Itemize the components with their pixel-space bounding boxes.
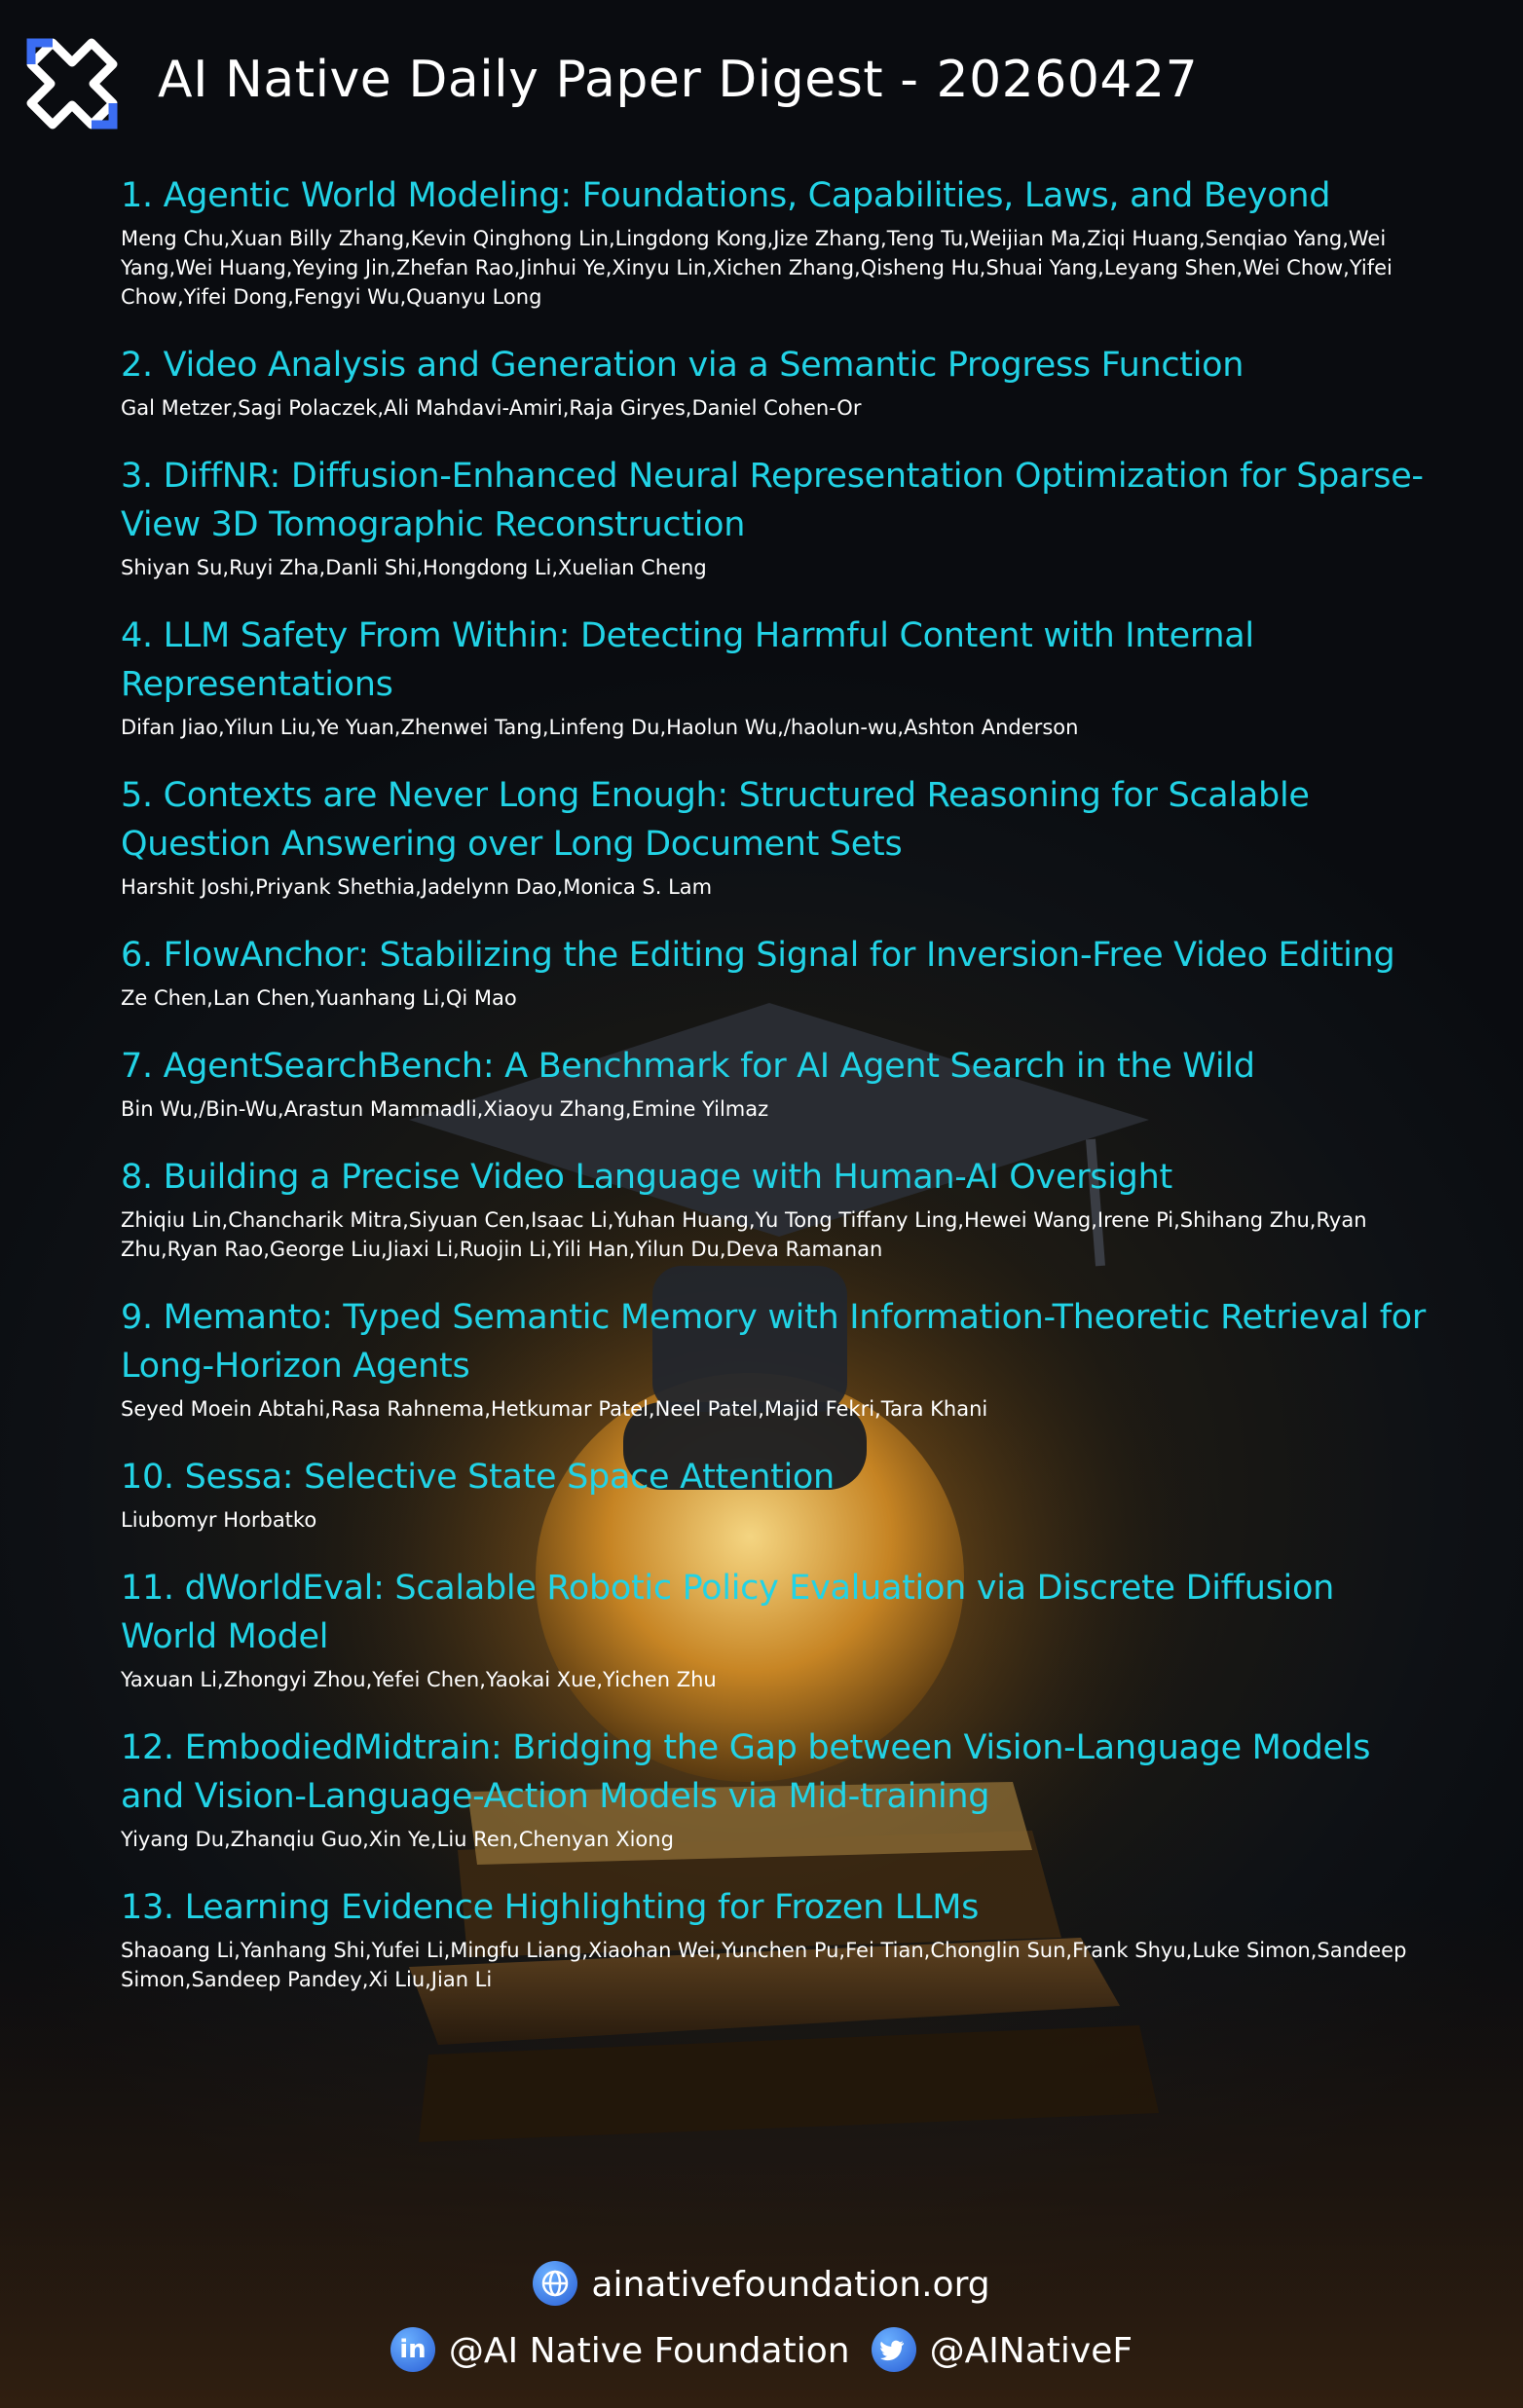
digest-date: 20260427 [936,51,1199,109]
paper-item [121,771,1426,902]
paper-title-link[interactable]: 13. Learning Evidence Highlighting for Frozen LLMs [121,1888,980,1927]
paper-authors: Difan Jiao,Yilun Liu,Ye Yuan,Zhenwei Tang,Linfeng Du,Haolun Wu,/haolun-wu,Ashton Anderson [121,716,1079,739]
paper-item [121,452,1426,582]
paper-authors: Shaoang Li,Yanhang Shi,Yufei Li,Mingfu Liang,Xiaohan Wei,Yunchen Pu,Fei Tian,Chonglin Sun,Frank Shyu,Luke Simon,Sandeep Simon,Sandeep Pandey,Xi Liu,Jian Li [121,1939,1407,1991]
paper-authors: Shiyan Su,Ruyi Zha,Danli Shi,Hongdong Li,Xuelian Cheng [121,556,707,579]
twitter-icon [872,2327,916,2372]
twitter-link[interactable]: @AINativeF [929,2331,1133,2371]
paper-authors: Zhiqiu Lin,Chancharik Mitra,Siyuan Cen,Isaac Li,Yuhan Huang,Yu Tong Tiffany Ling,Hewei Wang,Irene Pi,Shihang Zhu,Ryan Zhu,Ryan Rao,George Liu,Jiaxi Li,Ruojin Li,Yili Han,Yilun Du,Deva Ramanan [121,1208,1367,1261]
paper-authors: Ze Chen,Lan Chen,Yuanhang Li,Qi Mao [121,986,517,1010]
paper-title-link[interactable]: 8. Building a Precise Video Language with Human-AI Oversight [121,1158,1172,1197]
paper-authors: Meng Chu,Xuan Billy Zhang,Kevin Qinghong Lin,Lingdong Kong,Jize Zhang,Teng Tu,Weijian Ma,Ziqi Huang,Senqiao Yang,Wei Yang,Wei Huang,Yeying Jin,Zhefan Rao,Jinhui Ye,Xinyu Lin,Xichen Zhang,Qisheng Hu,Shuai Yang,Leyang Shen,Wei Chow,Yifei Chow,Yifei Dong,Fengyi Wu,Quanyu Long [121,227,1393,309]
paper-item [121,1293,1426,1424]
linkedin-link[interactable]: @AI Native Foundation [448,2331,850,2371]
paper-authors: Liubomyr Horbatko [121,1508,317,1532]
footer-social-row [0,2327,1523,2378]
paper-title-link[interactable]: 11. dWorldEval: Scalable Robotic Policy Evaluation via Discrete Diffusion World Model [121,1569,1334,1656]
paper-item [121,1453,1426,1535]
paper-title-link[interactable]: 3. DiffNR: Diffusion-Enhanced Neural Representation Optimization for Sparse-View 3D Tomographic Reconstruction [121,457,1424,544]
paper-title-link[interactable]: 2. Video Analysis and Generation via a Semantic Progress Function [121,346,1244,385]
paper-title-link[interactable]: 6. FlowAnchor: Stabilizing the Editing Signal for Inversion-Free Video Editing [121,936,1395,975]
paper-item [121,1723,1426,1854]
website-link[interactable]: ainativefoundation.org [591,2265,990,2305]
paper-item [121,341,1426,423]
paper-item [121,1883,1426,1994]
paper-authors: Harshit Joshi,Priyank Shethia,Jadelynn Dao,Monica S. Lam [121,875,713,899]
linkedin-icon: in [390,2327,435,2372]
paper-authors: Seyed Moein Abtahi,Rasa Rahnema,Hetkumar Patel,Neel Patel,Majid Fekri,Tara Khani [121,1397,988,1421]
paper-title-link[interactable]: 10. Sessa: Selective State Space Attention [121,1458,835,1497]
paper-authors: Bin Wu,/Bin-Wu,Arastun Mammadli,Xiaoyu Zhang,Emine Yilmaz [121,1097,769,1121]
paper-item [121,611,1426,742]
paper-title-link[interactable]: 1. Agentic World Modeling: Foundations, Capabilities, Laws, and Beyond [121,176,1331,215]
paper-item [121,1153,1426,1264]
ai-native-logo [23,35,121,132]
paper-item [121,1042,1426,1124]
paper-list [121,171,1426,2023]
paper-item [121,931,1426,1013]
title-text: AI Native Daily Paper Digest - [158,51,919,109]
paper-title-link[interactable]: 5. Contexts are Never Long Enough: Structured Reasoning for Scalable Question Answering over Long Document Sets [121,776,1310,864]
paper-authors: Yiyang Du,Zhanqiu Guo,Xin Ye,Liu Ren,Chenyan Xiong [121,1828,674,1851]
globe-icon [533,2261,577,2306]
paper-title-link[interactable]: 4. LLM Safety From Within: Detecting Harmful Content with Internal Representations [121,616,1254,704]
paper-authors: Gal Metzer,Sagi Polaczek,Ali Mahdavi-Amiri,Raja Giryes,Daniel Cohen-Or [121,396,862,420]
paper-title-link[interactable]: 7. AgentSearchBench: A Benchmark for AI Agent Search in the Wild [121,1047,1255,1086]
page-title [158,51,1198,109]
paper-item [121,171,1426,312]
paper-authors: Yaxuan Li,Zhongyi Zhou,Yefei Chen,Yaokai Xue,Yichen Zhu [121,1668,717,1691]
paper-item [121,1564,1426,1694]
paper-title-link[interactable]: 12. EmbodiedMidtrain: Bridging the Gap between Vision-Language Models and Vision-Language-Action Models via Mid-training [121,1728,1371,1816]
paper-title-link[interactable]: 9. Memanto: Typed Semantic Memory with Information-Theoretic Retrieval for Long-Horizon Agents [121,1298,1426,1386]
footer-website-row [0,2261,1523,2312]
